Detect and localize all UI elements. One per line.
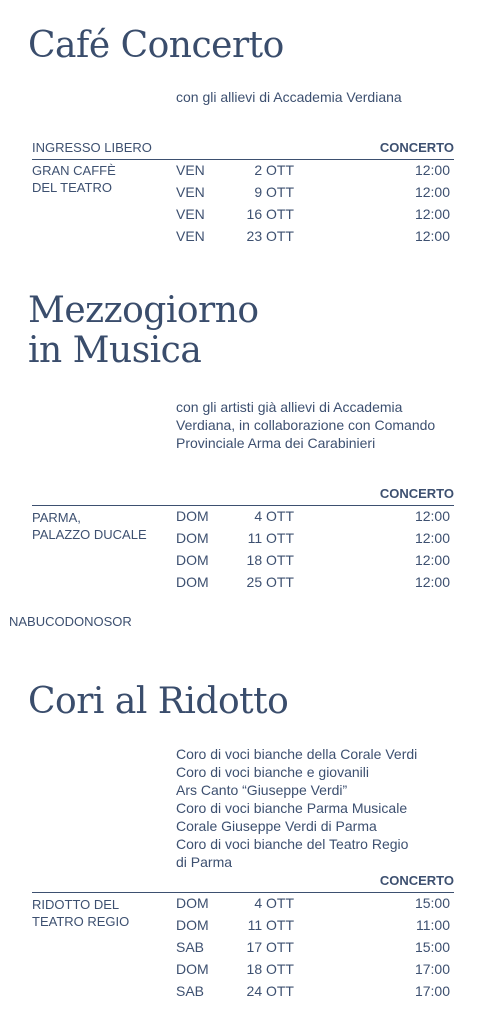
schedule-row — [176, 936, 454, 958]
schedule-row — [176, 505, 454, 527]
schedule-header — [32, 139, 454, 160]
title-line: Mezzogiorno — [28, 290, 259, 331]
date: 11 OTT — [247, 530, 294, 546]
schedule-row — [176, 549, 454, 571]
schedule-row — [176, 958, 454, 980]
subtitle-line: Coro di voci bianche della Corale Verdi — [176, 746, 418, 762]
event-type-label: CONCERTO — [379, 486, 454, 501]
time: 15:00 — [414, 895, 450, 911]
date: 18 OTT — [246, 961, 294, 977]
time: 12:00 — [414, 206, 450, 222]
date: 4 OTT — [254, 895, 294, 911]
time: 12:00 — [414, 162, 450, 178]
venue-line: TEATRO REGIO — [32, 914, 130, 929]
schedule-row — [176, 527, 454, 549]
title-line: in Musica — [28, 330, 202, 371]
day-of-week: VEN — [176, 162, 205, 178]
date: 9 OTT — [254, 184, 294, 200]
date: 24 OTT — [246, 983, 294, 999]
date: 4 OTT — [254, 508, 294, 524]
date: 23 OTT — [246, 228, 294, 244]
subtitle-line: Coro di voci bianche Parma Musicale — [176, 800, 408, 816]
schedule-list — [176, 505, 454, 593]
day-of-week: DOM — [176, 508, 209, 524]
time: 12:00 — [414, 228, 450, 244]
day-of-week: VEN — [176, 228, 205, 244]
venue-line: PARMA, — [32, 510, 81, 525]
time: 12:00 — [414, 574, 450, 590]
venue-label — [32, 162, 172, 196]
day-of-week: VEN — [176, 184, 205, 200]
time: 17:00 — [414, 983, 450, 999]
venue-line: RIDOTTO DEL — [32, 897, 120, 912]
date: 11 OTT — [247, 917, 294, 933]
schedule-list — [176, 892, 454, 1002]
event-type-label: CONCERTO — [379, 873, 454, 888]
venue-label — [32, 509, 172, 543]
day-of-week: SAB — [176, 939, 205, 955]
venue-line: DEL TEATRO — [32, 180, 112, 195]
day-of-week: DOM — [176, 530, 209, 546]
section-subtitle — [176, 88, 466, 106]
subtitle-line: Coro di voci bianche del Teatro Regio — [176, 836, 409, 852]
day-of-week: VEN — [176, 206, 205, 222]
date: 18 OTT — [246, 552, 294, 568]
title-line: Cori al Ridotto — [28, 681, 289, 722]
schedule-row — [176, 225, 454, 247]
time: 12:00 — [414, 184, 450, 200]
date: 25 OTT — [246, 574, 294, 590]
event-type-label: CONCERTO — [379, 140, 454, 155]
subtitle-line: Corale Giuseppe Verdi di Parma — [176, 818, 377, 834]
venue-label — [32, 896, 172, 930]
schedule-row — [176, 203, 454, 225]
schedule-row — [176, 159, 454, 181]
day-of-week: SAB — [176, 983, 205, 999]
date: 17 OTT — [246, 939, 294, 955]
venue-line: GRAN CAFFÈ — [32, 163, 116, 178]
day-of-week: DOM — [176, 895, 209, 911]
schedule-row — [176, 181, 454, 203]
time: 11:00 — [416, 917, 450, 933]
schedule-row — [176, 571, 454, 593]
date: 2 OTT — [254, 162, 294, 178]
schedule-row — [176, 892, 454, 914]
subtitle-line: con gli artisti già allievi di Accademia — [176, 399, 403, 415]
day-of-week: DOM — [176, 917, 209, 933]
subtitle-line: di Parma — [176, 854, 233, 870]
schedule-row — [176, 914, 454, 936]
venue-line: PALAZZO DUCALE — [32, 527, 147, 542]
time: 12:00 — [414, 552, 450, 568]
time: 17:00 — [414, 961, 450, 977]
section-subtitle — [176, 398, 466, 452]
schedule-list — [176, 159, 454, 247]
day-of-week: DOM — [176, 574, 209, 590]
subtitle-line: Ars Canto “Giuseppe Verdi” — [176, 782, 348, 798]
schedule-header — [32, 872, 454, 893]
time: 12:00 — [414, 530, 450, 546]
subtitle-line: Coro di voci bianche e giovanili — [176, 764, 369, 780]
opera-note: NABUCODONOSOR — [9, 614, 132, 629]
section-title-mezzogiorno-in-musica — [28, 291, 259, 371]
admission-label: INGRESSO LIBERO — [32, 140, 152, 155]
section-title-cori-al-ridotto — [28, 682, 288, 722]
title-line: Café Concerto — [28, 25, 284, 66]
schedule-row — [176, 980, 454, 1002]
day-of-week: DOM — [176, 552, 209, 568]
date: 16 OTT — [246, 206, 294, 222]
section-title-cafe-concerto — [28, 26, 284, 66]
subtitle-line: Provinciale Arma dei Carabinieri — [176, 435, 376, 451]
time: 12:00 — [414, 508, 450, 524]
subtitle-line: Verdiana, in collaborazione con Comando — [176, 417, 436, 433]
time: 15:00 — [414, 939, 450, 955]
schedule-header — [32, 485, 454, 506]
section-subtitle — [176, 745, 466, 871]
subtitle-line: con gli allievi di Accademia Verdiana — [176, 89, 402, 105]
day-of-week: DOM — [176, 961, 209, 977]
